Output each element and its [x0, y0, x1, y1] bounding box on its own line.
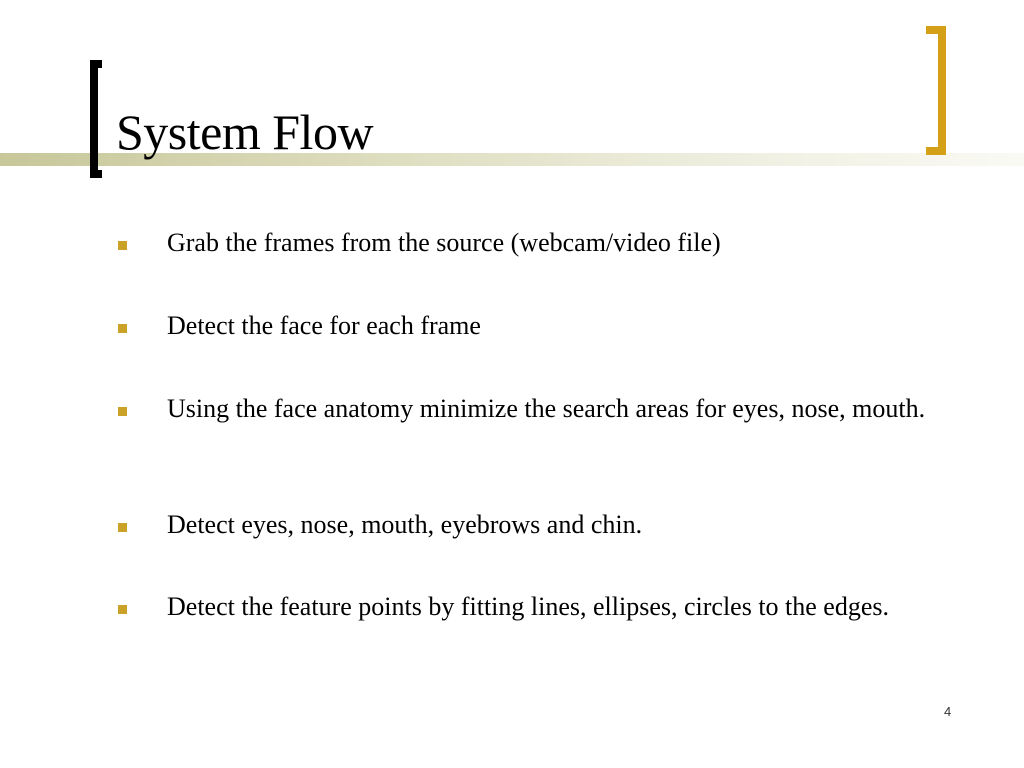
bullet-text: Grab the frames from the source (webcam/video file)	[167, 228, 721, 257]
bullet-text: Detect the feature points by fitting lines, ellipses, circles to the edges.	[167, 592, 890, 621]
slide-title: System Flow	[116, 104, 374, 160]
bullet-item	[118, 310, 948, 342]
square-bullet-icon	[118, 523, 127, 532]
bullet-text: Using the face anatomy minimize the search areas for eyes, nose, mouth.	[167, 394, 926, 423]
bullet-text: Detect eyes, nose, mouth, eyebrows and chin.	[167, 510, 643, 539]
square-bullet-icon	[118, 241, 127, 250]
square-bullet-icon	[118, 605, 127, 614]
square-bullet-icon	[118, 407, 127, 416]
left-bracket-decoration	[90, 60, 102, 178]
bullet-text: Detect the face for each frame	[167, 311, 481, 340]
page-number: 4	[944, 704, 952, 719]
bullet-item	[118, 591, 948, 623]
bullet-item	[118, 393, 948, 425]
square-bullet-icon	[118, 324, 127, 333]
right-bracket-decoration	[926, 26, 946, 155]
bullet-item	[118, 227, 948, 259]
bullet-item	[118, 509, 948, 541]
